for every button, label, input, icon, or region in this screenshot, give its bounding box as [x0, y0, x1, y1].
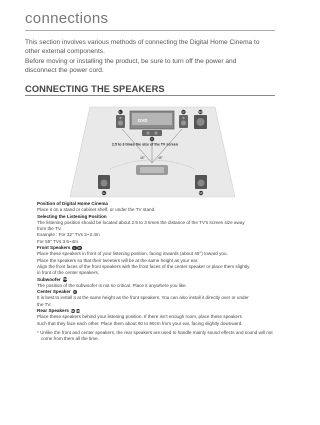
section-position	[37, 201, 277, 214]
badge-letter-c: C	[150, 137, 154, 142]
section-subwoofer	[37, 277, 277, 290]
heading-position: Position of Digital Home Cinema	[37, 201, 108, 206]
badge-letter-l: L	[119, 110, 122, 115]
text-line: Place the speakers so that their tweeters will be at the same height as your ear.	[37, 257, 199, 263]
front-right-speaker-icon	[179, 115, 188, 128]
text-line: Align the front faces of the front speakers with the front faces of the center speaker or place them slightly	[37, 263, 250, 269]
distance-label: 2.5 to 3 times the size of the TV screen	[112, 142, 178, 147]
heading-label: Rear Speakers	[37, 308, 69, 314]
section-front-speakers	[37, 245, 277, 276]
title-divider	[25, 30, 275, 31]
text-line: Place these speakers in front of your listening position, facing inwards (about 45°) toward you.	[37, 251, 228, 257]
page-title: connections	[25, 10, 109, 27]
center-speaker-icon	[142, 130, 162, 136]
badge-letter-r: R	[182, 110, 185, 115]
text-line: such that they face each other. Place them about 60 to 90cm from your ear, facing slightly downward.	[37, 320, 243, 326]
badge-l: L	[73, 245, 76, 250]
listener-sofa-icon	[136, 165, 168, 175]
text-line: in front of the center speakers.	[37, 270, 100, 276]
badge-sw: SW	[62, 277, 68, 282]
section-listening	[37, 214, 277, 245]
placement-instructions	[37, 201, 277, 343]
angle-label-left: 45°	[140, 156, 145, 160]
badge-letter-sw: SW	[198, 111, 203, 114]
heading-label: Subwoofer	[37, 276, 61, 282]
section-center-speaker	[37, 289, 277, 308]
text-line: It is best to install it at the same height as the front speakers. You can also install it directly over or under	[37, 295, 249, 301]
badge-sr: SR	[75, 308, 81, 313]
heading-label: Center Speaker	[37, 289, 71, 295]
rear-left-speaker-icon	[98, 175, 110, 189]
badge-c: C	[73, 289, 76, 294]
intro-line: other external components.	[25, 48, 105, 56]
section-rear-speakers	[37, 308, 277, 327]
text-line: The position of the subwoofer is not so critical. Place it anywhere you like.	[37, 282, 187, 288]
text-line: Place it on a stand or cabinet shelf, or under the TV stand.	[37, 207, 156, 213]
text-line: The listening position should be located about 2.5 to 3 times the distance of the TV's screen size away	[37, 219, 245, 225]
rear-right-speaker-icon	[195, 175, 207, 189]
section-title: CONNECTING THE SPEAKERS	[25, 84, 165, 94]
text-line: Example : For 32" TVs 2~2.4m	[37, 232, 100, 238]
intro-line: Before moving or installing the product, be sure to turn off the power and	[25, 57, 237, 65]
speaker-placement-diagram	[70, 101, 235, 201]
heading-listening-position: Selecting the Listening Position	[37, 213, 107, 219]
badge-letter-sr: SR	[199, 192, 203, 195]
section-divider	[25, 95, 275, 96]
angle-label-right: 45°	[158, 156, 163, 160]
badge-sl: SL	[71, 308, 75, 313]
intro-line: This section involves various methods of connecting the Digital Home Cinema to	[25, 39, 260, 46]
text-line: from the TV.	[37, 226, 62, 232]
text-line: For 55" TVs 3.5~4m	[37, 238, 78, 244]
text-line: the TV.	[37, 301, 52, 307]
tv-label: DVD	[138, 118, 148, 123]
badge-r: R	[78, 245, 81, 250]
front-left-speaker-icon	[116, 115, 125, 128]
text-line: Place these speakers behind your listening position. If there isn't enough room, place these speakers	[37, 314, 242, 320]
tv-icon	[130, 111, 174, 129]
badge-letter-sl: SL	[102, 192, 106, 195]
subwoofer-icon	[194, 115, 207, 129]
intro-paragraph	[25, 38, 275, 75]
intro-line: disconnect the power cord.	[25, 66, 104, 74]
heading-label: Front Speakers	[37, 245, 71, 251]
footnote: * Unlike the front and center speakers, the rear speakers are used to handle mainly sound effects and sound will not come from them all the time.	[37, 329, 273, 342]
